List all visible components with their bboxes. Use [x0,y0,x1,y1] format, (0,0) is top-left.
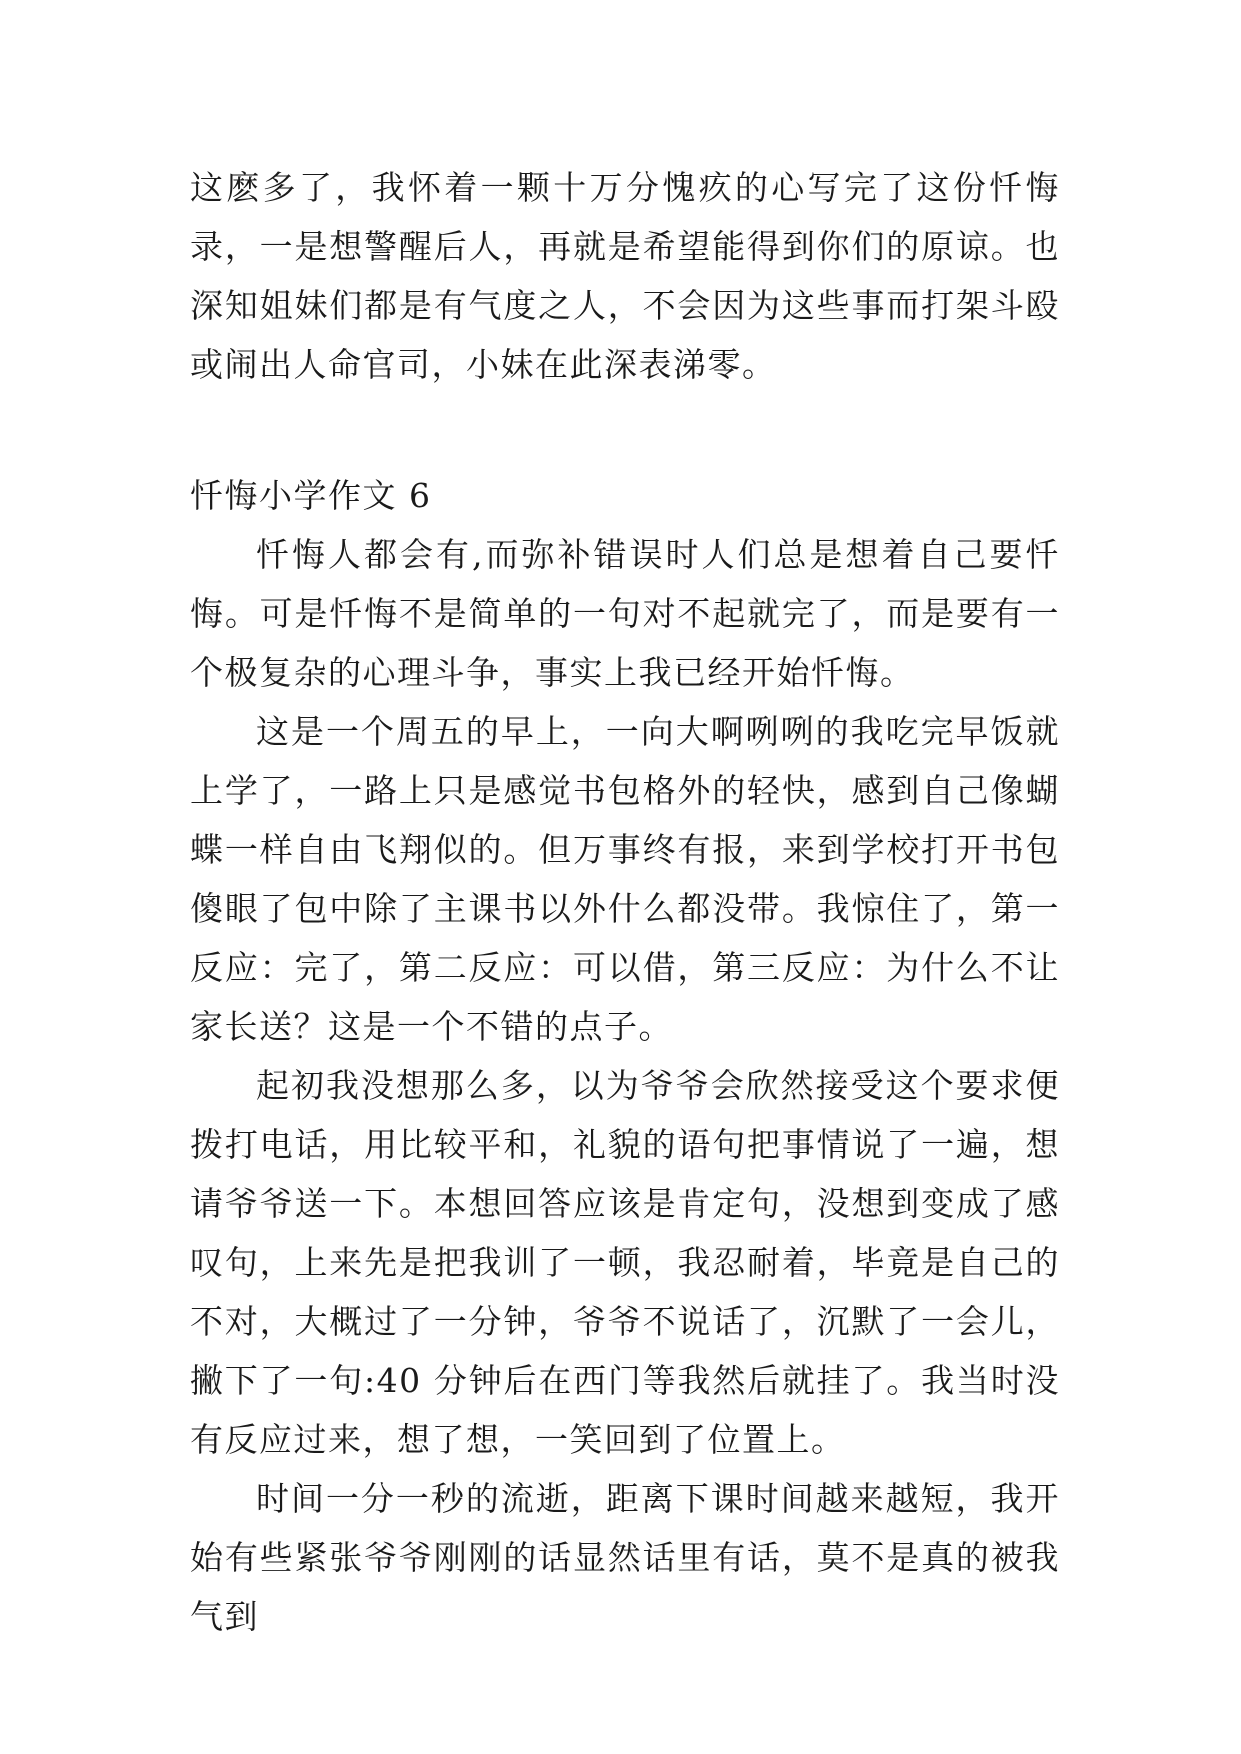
body-paragraph-1: 忏悔人都会有,而弥补错误时人们总是想着自己要忏悔。可是忏悔不是简单的一句对不起就完了，而是要有一个极复杂的心理斗争，事实上我已经开始忏悔。 [190,535,1060,692]
body-paragraph-2: 这是一个周五的早上，一向大啊咧咧的我吃完早饭就上学了，一路上只是感觉书包格外的轻快，感到自己像蝴蝶一样自由飞翔似的。但万事终有报，来到学校打开书包傻眼了包中除了主课书以外什么都没带。我惊住了，第一反应：完了，第二反应：可以借，第三反应：为什么不让家长送？这是一个不错的点子。 [190,712,1060,1046]
opening-paragraph: 这麽多了，我怀着一颗十万分愧疚的心写完了这份忏悔录，一是想警醒后人，再就是希望能得到你们的原谅。也深知姐妹们都是有气度之人，不会因为这些事而打架斗殴或闹出人命官司，小妹在此深表涕零。 [190,168,1060,384]
body-paragraph-3: 起初我没想那么多，以为爷爷会欣然接受这个要求便拨打电话，用比较平和，礼貌的语句把事情说了一遍，想请爷爷送一下。本想回答应该是肯定句，没想到变成了感叹句，上来先是把我训了一顿，我忍耐着，毕竟是自己的不对，大概过了一分钟，爷爷不说话了，沉默了一会儿，撇下了一句:40 分钟后在西门等我然后就挂了。我当时没有反应过来，想了想，一笑回到了位置上。 [190,1066,1060,1459]
document-body [190,158,1060,1646]
body-paragraph-4: 时间一分一秒的流逝，距离下课时间越来越短，我开始有些紧张爷爷刚刚的话显然话里有话，莫不是真的被我气到 [190,1479,1060,1636]
section-title: 忏悔小学作文 6 [190,476,432,515]
